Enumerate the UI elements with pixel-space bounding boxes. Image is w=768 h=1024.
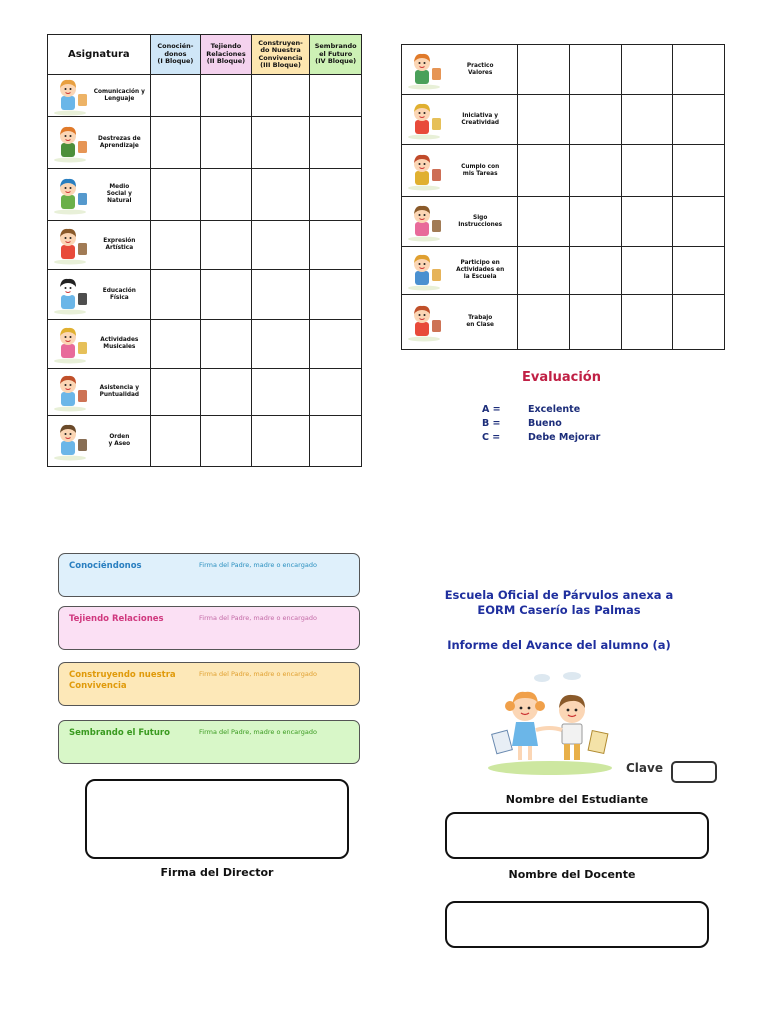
children-sharing-icon [402, 50, 446, 90]
subject-picture [402, 50, 446, 90]
subject-cell-content [402, 50, 517, 90]
subject-picture [48, 372, 92, 412]
grade-cell[interactable] [310, 221, 362, 270]
grade-cell[interactable] [570, 197, 622, 247]
grade-cell[interactable] [150, 416, 201, 467]
parent-signature-note: Firma del Padre, madre o encargado [199, 561, 317, 569]
signature-block-tejiendo[interactable] [58, 606, 360, 650]
subject-cell [402, 45, 518, 95]
boy-broom-icon [48, 421, 92, 461]
subject-cell-content [48, 76, 150, 116]
table-row [48, 221, 362, 270]
table-row [402, 197, 725, 247]
clave-input[interactable] [671, 761, 717, 783]
grade-cell[interactable] [251, 320, 310, 369]
table-row [402, 95, 725, 145]
signature-block-construyendo[interactable] [58, 662, 360, 706]
evaluation-title: Evaluación [522, 370, 601, 385]
subject-picture [48, 275, 92, 315]
children-singing-icon [48, 324, 92, 364]
subject-cell [48, 75, 151, 117]
grade-cell[interactable] [150, 221, 201, 270]
parent-signature-note: Firma del Padre, madre o encargado [199, 670, 317, 678]
children-homework-icon [402, 151, 446, 191]
legend-key: B = [482, 418, 501, 429]
thinking-child-icon [402, 100, 446, 140]
parent-signature-note: Firma del Padre, madre o encargado [199, 614, 317, 622]
subject-cell [402, 145, 518, 197]
legend-value: Debe Mejorar [528, 432, 601, 443]
subject-cell-content [48, 275, 150, 315]
grade-cell[interactable] [673, 145, 725, 197]
grade-cell[interactable] [150, 169, 201, 221]
table-row [402, 145, 725, 197]
subject-picture [402, 251, 446, 291]
legend-item [482, 404, 600, 418]
grade-cell[interactable] [518, 295, 570, 350]
child-big-pencil-icon [402, 302, 446, 342]
director-signature-label: Firma del Director [160, 866, 274, 879]
subject-cell-content [402, 251, 517, 291]
subject-label: Iniciativa y Creatividad [461, 112, 500, 126]
subject-cell-content [48, 123, 150, 163]
subject-label: Cumplo con mis Tareas [461, 163, 500, 177]
table-row [48, 75, 362, 117]
subject-cell-content [48, 324, 150, 364]
column-header-bloque-3: Construyen- do Nuestra Convivencia (III Bloque) [251, 35, 310, 75]
subject-label: Practico Valores [466, 62, 494, 76]
subject-cell-content [48, 225, 150, 265]
grade-cell[interactable] [310, 320, 362, 369]
grade-cell[interactable] [251, 270, 310, 320]
subject-label: Asistencia y Puntualidad [99, 385, 140, 398]
subject-cell-content [402, 100, 517, 140]
subject-label: Educación Física [102, 287, 136, 301]
subject-cell-content [48, 372, 150, 412]
subject-picture [48, 421, 92, 461]
legend-item [482, 418, 600, 432]
grade-cell[interactable] [201, 270, 252, 320]
subject-picture [402, 302, 446, 342]
grade-cell[interactable] [251, 221, 310, 270]
signature-block-conociendonos[interactable] [58, 553, 360, 597]
grade-cell[interactable] [150, 117, 201, 169]
girl-clock-icon [48, 372, 92, 412]
subject-picture [48, 225, 92, 265]
signature-block-title: Conociéndonos [69, 561, 142, 571]
legend-item [482, 432, 600, 446]
grade-cell[interactable] [570, 45, 622, 95]
subject-cell [48, 169, 151, 221]
subjects-table [47, 34, 362, 467]
subject-picture [48, 324, 92, 364]
table-row [48, 369, 362, 416]
grade-cell[interactable] [201, 221, 252, 270]
subject-label: Orden y Aseo [108, 434, 131, 447]
grade-cell[interactable] [518, 45, 570, 95]
subject-label: Medio Social y Natural [106, 184, 132, 204]
grade-cell[interactable] [673, 45, 725, 95]
subject-picture [48, 76, 92, 116]
children-playing-icon [402, 251, 446, 291]
subject-cell [48, 320, 151, 369]
grade-cell[interactable] [201, 117, 252, 169]
subject-label: Sigo Instrucciones [458, 214, 503, 228]
subject-cell-content [402, 302, 517, 342]
grade-cell[interactable] [621, 197, 673, 247]
director-signature-box[interactable] [85, 779, 349, 859]
table-row [402, 295, 725, 350]
teacher-name-field[interactable] [445, 901, 709, 948]
grade-cell[interactable] [621, 145, 673, 197]
subject-picture [402, 202, 446, 242]
grade-cell[interactable] [621, 295, 673, 350]
subject-cell [48, 117, 151, 169]
subject-cell [48, 221, 151, 270]
subject-label: Destrezas de Aprendizaje [98, 135, 141, 149]
grade-cell[interactable] [310, 169, 362, 221]
subject-cell [402, 197, 518, 247]
legend-key: C = [482, 432, 501, 443]
globe-child-icon [48, 175, 92, 215]
subject-label: Participo en Actividades en la Escuela [456, 260, 505, 280]
grade-cell[interactable] [518, 247, 570, 295]
girl-chalkboard-icon [48, 123, 92, 163]
grade-cell[interactable] [150, 75, 201, 117]
children-group-icon [402, 202, 446, 242]
table-row [48, 117, 362, 169]
subject-label: Actividades Musicales [100, 337, 139, 350]
grade-cell[interactable] [570, 295, 622, 350]
table-row [48, 169, 362, 221]
signature-block-title: Tejiendo Relaciones [69, 614, 164, 624]
children-holding-hands-icon [480, 668, 620, 778]
grade-cell[interactable] [201, 369, 252, 416]
grade-cell[interactable] [150, 369, 201, 416]
grade-cell[interactable] [251, 369, 310, 416]
grade-cell[interactable] [251, 75, 310, 117]
subject-picture [402, 100, 446, 140]
legend-key: A = [482, 404, 501, 415]
subject-picture [48, 123, 92, 163]
grade-cell[interactable] [310, 75, 362, 117]
girl-reading-icon [48, 76, 92, 116]
grade-cell[interactable] [518, 95, 570, 145]
signature-block-sembrando[interactable] [58, 720, 360, 764]
grade-cell[interactable] [621, 95, 673, 145]
subject-label: Expresión Artística [103, 238, 136, 251]
column-header-bloque-2: Tejiendo Relaciones (II Bloque) [201, 35, 252, 75]
grade-cell[interactable] [570, 247, 622, 295]
grade-cell[interactable] [251, 117, 310, 169]
grade-cell[interactable] [570, 145, 622, 197]
legend-value: Excelente [528, 404, 581, 415]
subject-cell [402, 295, 518, 350]
subject-cell-content [402, 202, 517, 242]
subject-cell-content [402, 151, 517, 191]
subject-label: Trabajo en Clase [466, 315, 494, 328]
table-row [48, 320, 362, 369]
subject-picture [402, 151, 446, 191]
grade-cell[interactable] [518, 145, 570, 197]
grade-cell[interactable] [310, 270, 362, 320]
subject-cell [402, 95, 518, 145]
report-title: Informe del Avance del alumno (a) [447, 638, 671, 652]
parent-signature-note: Firma del Padre, madre o encargado [199, 728, 317, 736]
soccer-ball-icon [48, 275, 92, 315]
table-row [402, 45, 725, 95]
school-name-line1: Escuela Oficial de Párvulos anexa a [444, 588, 674, 602]
table-row [48, 270, 362, 320]
grade-cell[interactable] [201, 75, 252, 117]
grade-cell[interactable] [673, 295, 725, 350]
school-name-line2: EORM Caserío las Palmas [477, 603, 641, 617]
boy-pencil-icon [48, 225, 92, 265]
clave-label: Clave [626, 761, 663, 775]
grade-cell[interactable] [310, 416, 362, 467]
grade-cell[interactable] [621, 247, 673, 295]
grade-cell[interactable] [310, 117, 362, 169]
evaluation-legend [482, 404, 600, 446]
subject-label: Comunicación y Lenguaje [93, 88, 145, 102]
teacher-name-label: Nombre del Docente [508, 868, 636, 881]
grade-cell[interactable] [570, 95, 622, 145]
subject-picture [48, 175, 92, 215]
student-name-label: Nombre del Estudiante [505, 793, 649, 806]
grade-cell[interactable] [621, 45, 673, 95]
skills-table [401, 44, 725, 350]
grade-cell[interactable] [201, 169, 252, 221]
subject-cell [48, 416, 151, 467]
grade-cell[interactable] [201, 416, 252, 467]
grade-cell[interactable] [150, 320, 201, 369]
subjects-header-row [48, 35, 362, 75]
grade-cell[interactable] [518, 197, 570, 247]
subject-cell-content [48, 421, 150, 461]
subject-cell-content [48, 175, 150, 215]
signature-block-title: Sembrando el Futuro [69, 728, 170, 738]
subject-cell [48, 369, 151, 416]
subject-cell [402, 247, 518, 295]
grade-cell[interactable] [251, 416, 310, 467]
table-row [48, 416, 362, 467]
column-header-bloque-1: Conocién- donos (I Bloque) [150, 35, 201, 75]
grade-cell[interactable] [673, 247, 725, 295]
grade-cell[interactable] [201, 320, 252, 369]
grade-cell[interactable] [310, 369, 362, 416]
subject-cell [48, 270, 151, 320]
grade-cell[interactable] [673, 197, 725, 247]
table-row [402, 247, 725, 295]
signature-block-title: Construyendo nuestra Convivencia [69, 670, 176, 692]
subject-column-header: Asignatura [48, 35, 151, 75]
grade-cell[interactable] [150, 270, 201, 320]
grade-cell[interactable] [251, 169, 310, 221]
legend-value: Bueno [528, 418, 562, 429]
column-header-bloque-4: Sembrando el Futuro (IV Bloque) [310, 35, 362, 75]
grade-cell[interactable] [673, 95, 725, 145]
student-name-field[interactable] [445, 812, 709, 859]
